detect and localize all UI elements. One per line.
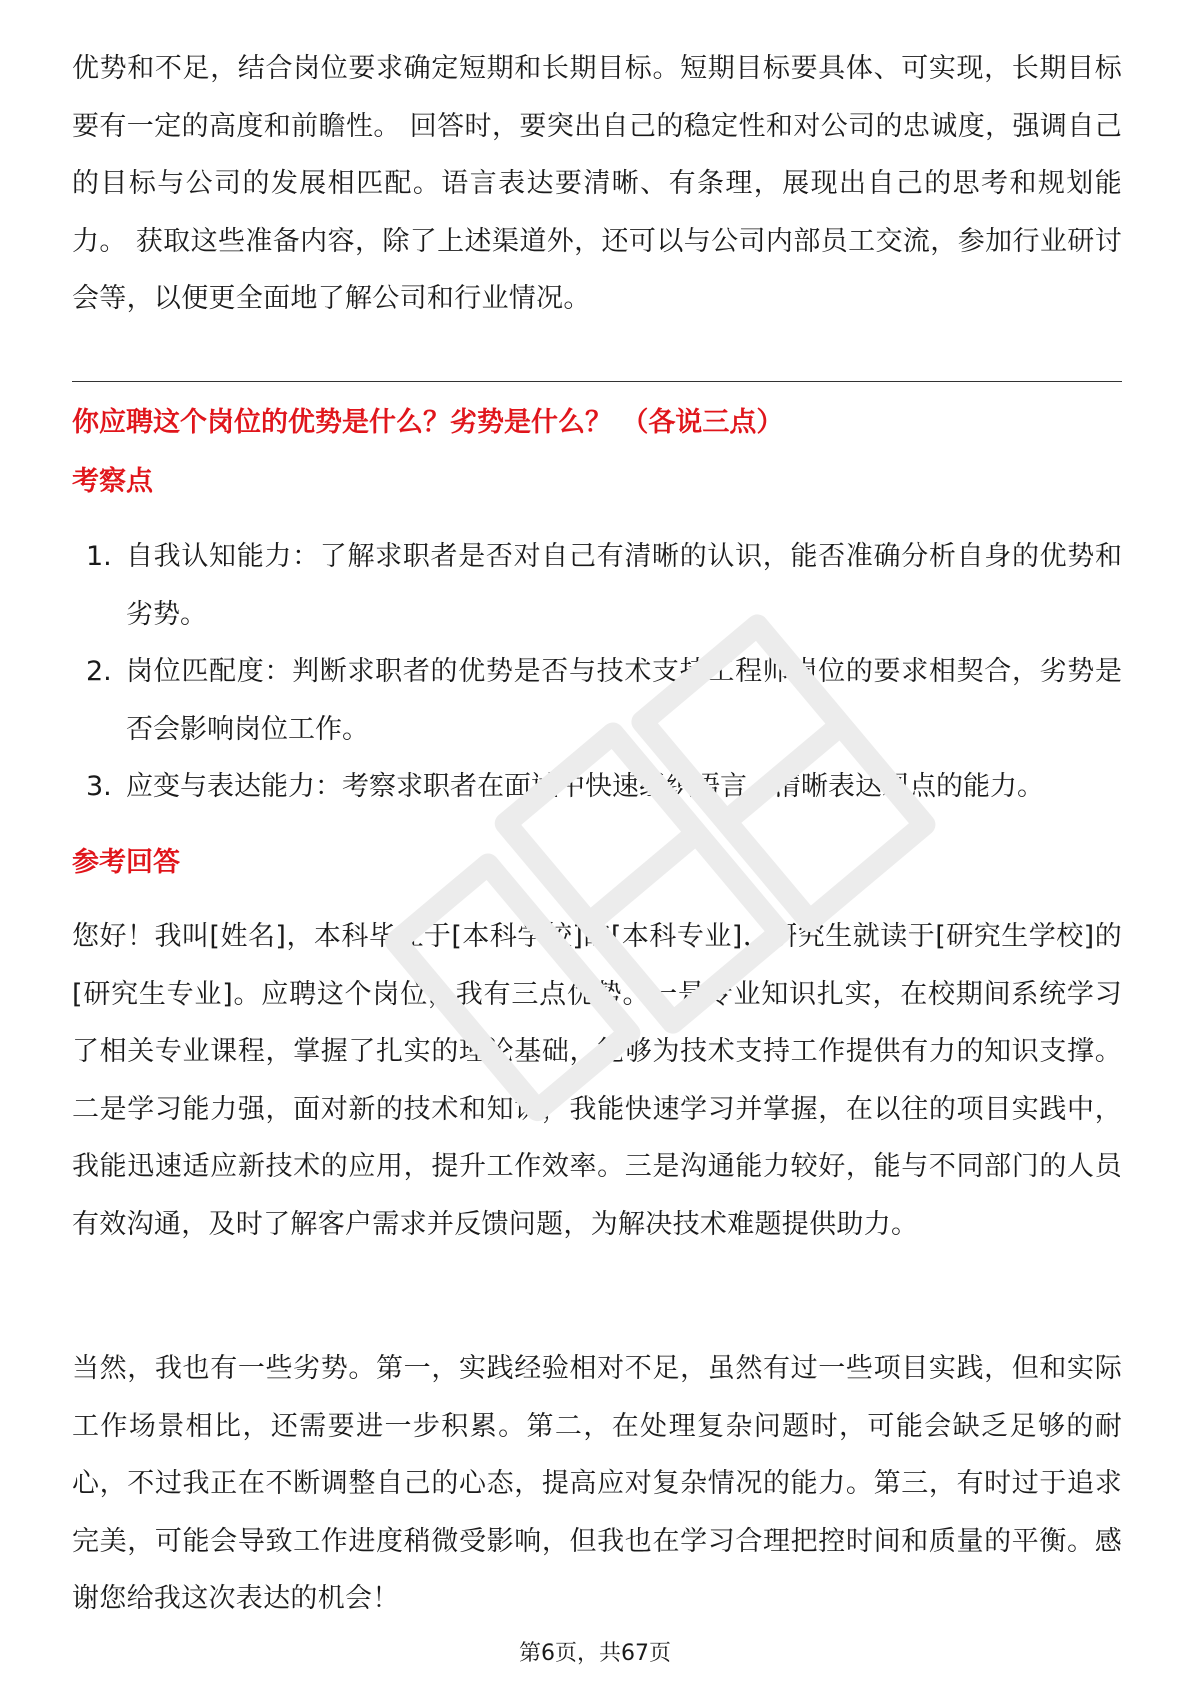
item-text: 自我认知能力：了解求职者是否对自己有清晰的认识，能否准确分析自身的优势和劣势。 — [126, 541, 1122, 630]
assessment-label: 考察点 — [72, 466, 153, 497]
item-number: 2. — [86, 656, 112, 687]
page-footer: 第6页，共67页 — [519, 1641, 671, 1666]
intro-paragraph: 优势和不足，结合岗位要求确定短期和长期目标。短期目标要具体、可实现，长期目标要有一定的高度和前瞻性。 回答时，要突出自己的稳定性和对公司的忠诚度，强调自己的目标与公司的发展相匹配。语言表达要清晰、有条理，展现出自己的思考和规划能力。 获取这些准备内容，除了上述渠道外，还可以与公司内部员工交流，参加行业研讨会等，以便更全面地了解公司和行业情况。 — [72, 53, 1122, 314]
answer-paragraph-weaknesses: 当然，我也有一些劣势。第一，实践经验相对不足，虽然有过一些项目实践，但和实际工作场景相比，还需要进一步积累。第二，在处理复杂问题时，可能会缺乏足够的耐心，不过我正在不断调整自己的心态，提高应对复杂情况的能力。第三，有时过于追求完美，可能会导致工作进度稍微受影响，但我也在学习合理把控时间和质量的平衡。感谢您给我这次表达的机会！ — [72, 1353, 1122, 1614]
item-text: 岗位匹配度：判断求职者的优势是否与技术支持工程师岗位的要求相契合，劣势是否会影响岗位工作。 — [126, 656, 1122, 745]
assessment-item — [72, 758, 1122, 816]
section-divider — [72, 381, 1122, 382]
item-number: 1. — [86, 541, 112, 572]
assessment-item — [72, 528, 1122, 643]
question-heading: 你应聘这个岗位的优势是什么？劣势是什么？ （各说三点） — [72, 407, 784, 438]
item-number: 3. — [86, 771, 112, 802]
assessment-list — [72, 528, 1122, 816]
answer-paragraph-strengths: 您好！我叫[姓名]，本科毕业于[本科学校]的[本科专业]，研究生就读于[研究生学校]的[研究生专业]。应聘这个岗位，我有三点优势。一是专业知识扎实，在校期间系统学习了相关专业课程，掌握了扎实的理论基础，能够为技术支持工作提供有力的知识支撑。二是学习能力强，面对新的技术和知识，我能快速学习并掌握，在以往的项目实践中，我能迅速适应新技术的应用，提升工作效率。三是沟通能力较好，能与不同部门的人员有效沟通，及时了解客户需求并反馈问题，为解决技术难题提供助力。 — [72, 921, 1122, 1240]
item-text: 应变与表达能力：考察求职者在面试中快速组织语言、清晰表达观点的能力。 — [126, 771, 1044, 802]
assessment-item — [72, 643, 1122, 758]
answer-label: 参考回答 — [72, 847, 180, 878]
